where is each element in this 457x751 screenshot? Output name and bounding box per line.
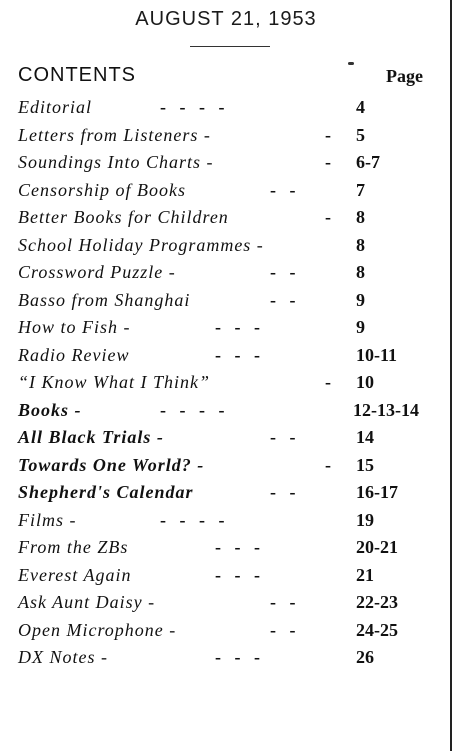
entry-title: All Black Trials -: [18, 427, 164, 447]
toc-entry: [0, 179, 452, 207]
table-of-contents: [0, 96, 452, 674]
entry-title: Crossword Puzzle -: [18, 262, 176, 282]
entry-page: 8: [356, 207, 365, 227]
entry-page: 9: [356, 317, 365, 337]
toc-entry: [0, 509, 452, 537]
entry-dashes: - -: [270, 592, 296, 612]
entry-page: 22-23: [356, 592, 398, 612]
entry-page: 7: [356, 179, 365, 200]
toc-entry: [0, 619, 452, 647]
entry-title: Open Microphone -: [18, 619, 177, 640]
entry-dashes: - - -: [215, 564, 260, 585]
entry-page: 16-17: [356, 482, 398, 502]
entry-dashes: - - - -: [160, 97, 225, 117]
entry-title: School Holiday Programmes -: [18, 234, 264, 255]
toc-entry: [0, 316, 452, 344]
contents-heading: CONTENTS: [18, 64, 136, 86]
entry-dashes: -: [325, 124, 331, 145]
entry-title: Ask Aunt Daisy -: [18, 592, 156, 612]
entry-page: 21: [356, 564, 374, 585]
entry-page: 8: [356, 262, 365, 282]
entry-dashes: - -: [270, 619, 296, 640]
entry-dashes: -: [325, 454, 331, 475]
toc-entry: [0, 344, 452, 372]
toc-entry: [0, 234, 452, 262]
entry-title: Better Books for Children: [18, 207, 229, 227]
entry-page: 10: [356, 372, 374, 392]
entry-dashes: -: [325, 372, 331, 392]
entry-title: How to Fish -: [18, 317, 131, 337]
entry-title: “I Know What I Think”: [18, 372, 211, 392]
entry-title: Soundings Into Charts -: [18, 152, 214, 172]
header-rule: [190, 46, 270, 47]
entry-dashes: - -: [270, 427, 296, 447]
entry-page: 24-25: [356, 619, 398, 640]
entry-page: 10-11: [356, 344, 398, 365]
entry-dashes: - -: [270, 179, 296, 200]
toc-entry: [0, 206, 452, 234]
entry-title: Radio Review: [18, 344, 130, 365]
entry-title: Books -: [18, 399, 82, 420]
entry-dashes: - - -: [215, 647, 260, 667]
entry-dashes: - - - -: [160, 509, 225, 530]
entry-page: 15: [356, 454, 374, 475]
entry-page: 5: [356, 124, 365, 145]
toc-entry: [0, 454, 452, 482]
entry-title: Everest Again: [18, 564, 132, 585]
toc-entry: [0, 289, 452, 317]
entry-dashes: -: [325, 207, 331, 227]
entry-title: Towards One World? -: [18, 454, 205, 475]
entry-title: From the ZBs: [18, 537, 129, 557]
toc-entry: [0, 124, 452, 152]
entry-page: 4: [356, 97, 365, 117]
entry-page: 20-21: [356, 537, 398, 557]
toc-entry: [0, 96, 452, 124]
print-speck: [348, 62, 354, 65]
toc-entry: [0, 646, 452, 674]
entry-page: 6-7: [356, 152, 380, 172]
toc-entry: [0, 151, 452, 179]
page-column-heading: Page: [386, 66, 423, 86]
entry-title: Basso from Shanghai: [18, 289, 191, 310]
entry-dashes: - - -: [215, 537, 260, 557]
entry-title: Editorial: [18, 97, 93, 117]
entry-dashes: -: [325, 152, 331, 172]
toc-entry: [0, 481, 452, 509]
issue-date: AUGUST 21, 1953: [135, 8, 317, 30]
entry-dashes: - -: [270, 482, 296, 502]
entry-dashes: - - - -: [160, 399, 225, 420]
toc-entry: [0, 399, 452, 427]
entry-page: 26: [356, 647, 374, 667]
entry-dashes: - - -: [215, 344, 260, 365]
entry-title: Letters from Listeners -: [18, 124, 211, 145]
entry-page: 9: [356, 289, 365, 310]
toc-entry: [0, 426, 452, 454]
toc-entry: [0, 261, 452, 289]
toc-entry: [0, 371, 452, 399]
entry-page: 19: [356, 509, 374, 530]
entry-title: DX Notes -: [18, 647, 108, 667]
entry-title: Shepherd's Calendar: [18, 482, 194, 502]
entry-dashes: - -: [270, 262, 296, 282]
entry-title: Censorship of Books: [18, 179, 187, 200]
toc-entry: [0, 564, 452, 592]
toc-entry: [0, 591, 452, 619]
entry-dashes: - - -: [215, 317, 260, 337]
toc-entry: [0, 536, 452, 564]
entry-page: 12-13-14: [353, 399, 419, 420]
entry-page: 14: [356, 427, 374, 447]
entry-title: Films -: [18, 509, 77, 530]
entry-page: 8: [356, 234, 365, 255]
entry-dashes: - -: [270, 289, 296, 310]
